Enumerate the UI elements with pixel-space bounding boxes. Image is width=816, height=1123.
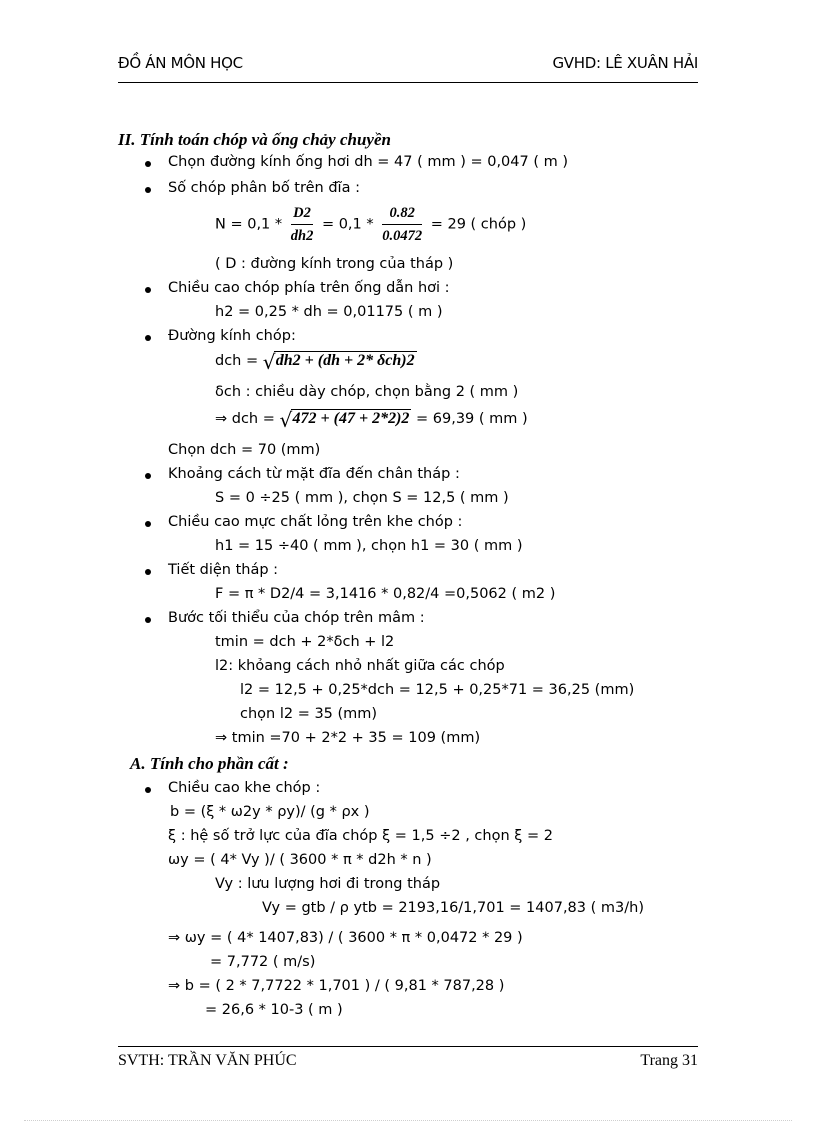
sqrt-expression bbox=[262, 350, 417, 374]
text-line: ωy = ( 4* Vy )/ ( 3600 * π * d2h * n ) bbox=[168, 852, 432, 868]
text-line: Khoảng cách từ mặt đĩa đến chân tháp : bbox=[168, 466, 460, 482]
text-line: chọn l2 = 35 (mm) bbox=[240, 706, 378, 722]
text-line: S = 0 ÷25 ( mm ), chọn S = 12,5 ( mm ) bbox=[215, 490, 509, 506]
formula-dch bbox=[215, 350, 417, 374]
text-line: Chiều cao chóp phía trên ống dẫn hơi : bbox=[168, 280, 450, 296]
text-line: Bước tối thiểu của chóp trên mâm : bbox=[168, 610, 425, 626]
formula-text: = 29 ( chóp ) bbox=[430, 216, 527, 233]
header-rule bbox=[118, 82, 698, 83]
bullet-icon bbox=[145, 787, 151, 793]
formula-text: ⇒ dch = bbox=[215, 411, 275, 427]
text-line: b = (ξ * ω2y * ρy)/ (g * ρx ) bbox=[170, 804, 370, 820]
fraction-numerator: 0.82 bbox=[382, 203, 422, 225]
section-title: II. Tính toán chóp và ống chảy chuyền bbox=[118, 130, 391, 149]
text-line: Chọn dch = 70 (mm) bbox=[168, 442, 321, 458]
text-line: ξ : hệ số trở lực của đĩa chóp ξ = 1,5 ÷2 , chọn ξ = 2 bbox=[168, 828, 553, 844]
fraction-numerator: D2 bbox=[291, 203, 314, 225]
text-line: Vy = gtb / ρ ytb = 2193,16/1,701 = 1407,83 ( m3/h) bbox=[262, 900, 644, 916]
text-line: Đường kính chóp: bbox=[168, 328, 296, 344]
text-line: ⇒ ωy = ( 4* 1407,83) / ( 3600 * π * 0,0472 * 29 ) bbox=[168, 930, 523, 946]
bullet-icon bbox=[145, 617, 151, 623]
fraction-denominator: 0.0472 bbox=[382, 228, 423, 244]
text-line: l2: khỏang cách nhỏ nhất giữa các chóp bbox=[215, 658, 505, 674]
bullet-icon bbox=[145, 287, 151, 293]
bullet-icon bbox=[145, 187, 151, 193]
page-edge bbox=[24, 1120, 792, 1121]
bullet-icon bbox=[145, 521, 151, 527]
bullet-icon bbox=[145, 335, 151, 341]
header-left: ĐỒ ÁN MÔN HỌC bbox=[118, 54, 243, 72]
text-line: Tiết diện tháp : bbox=[168, 562, 279, 578]
fraction-values bbox=[382, 203, 422, 246]
text-line: ⇒ b = ( 2 * 7,7722 * 1,701 ) / ( 9,81 * 787,28 ) bbox=[168, 978, 505, 994]
formula-text: dch = bbox=[215, 353, 259, 369]
sqrt-icon: √ bbox=[262, 350, 276, 374]
text-line: δch : chiều dày chóp, chọn bằng 2 ( mm ) bbox=[215, 384, 519, 400]
text-line: Chiều cao mực chất lỏng trên khe chóp : bbox=[168, 514, 463, 530]
text-line: = 26,6 * 10-3 ( m ) bbox=[205, 1002, 343, 1018]
text-line: F = π * D2/4 = 3,1416 * 0,82/4 =0,5062 ( m2 ) bbox=[215, 586, 556, 602]
footer-right: Trang 31 bbox=[640, 1052, 698, 1069]
footer-left: SVTH: TRẦN VĂN PHÚC bbox=[118, 1052, 297, 1069]
text-line: l2 = 12,5 + 0,25*dch = 12,5 + 0,25*71 = 36,25 (mm) bbox=[240, 682, 635, 698]
text-line: h1 = 15 ÷40 ( mm ), chọn h1 = 30 ( mm ) bbox=[215, 538, 523, 554]
header-right: GVHD: LÊ XUÂN HẢI bbox=[552, 54, 698, 72]
fraction-d-dh bbox=[291, 203, 314, 246]
formula-text: = 69,39 ( mm ) bbox=[416, 411, 528, 427]
sqrt-expression bbox=[279, 408, 412, 432]
text-line: Chiều cao khe chóp : bbox=[168, 780, 321, 796]
text-line: h2 = 0,25 * dh = 0,01175 ( m ) bbox=[215, 304, 443, 320]
text-line: = 7,772 ( m/s) bbox=[210, 954, 316, 970]
footer-rule bbox=[118, 1046, 698, 1047]
formula-text: N = 0,1 * bbox=[215, 216, 283, 233]
fraction-denominator: dh2 bbox=[290, 228, 314, 244]
text-line: ⇒ tmin =70 + 2*2 + 35 = 109 (mm) bbox=[215, 730, 481, 746]
section-a-title: A. Tính cho phần cất : bbox=[130, 754, 289, 773]
formula-text: = 0,1 * bbox=[321, 216, 374, 233]
formula-n bbox=[215, 203, 526, 246]
bullet-icon bbox=[145, 569, 151, 575]
formula-dch-value bbox=[215, 408, 528, 432]
text-line: tmin = dch + 2*δch + l2 bbox=[215, 634, 395, 650]
sqrt-body: 472 + (47 + 2*2)2 bbox=[292, 410, 410, 427]
sqrt-icon: √ bbox=[279, 408, 293, 432]
sqrt-body: dh2 + (dh + 2* δch)2 bbox=[275, 352, 415, 369]
bullet-icon bbox=[145, 161, 151, 167]
text-line: ( D : đường kính trong của tháp ) bbox=[215, 256, 454, 272]
bullet-icon bbox=[145, 473, 151, 479]
text-line: Chọn đường kính ống hơi dh = 47 ( mm ) = 0,047 ( m ) bbox=[168, 154, 568, 170]
text-line: Vy : lưu lượng hơi đi trong tháp bbox=[215, 876, 441, 892]
text-line: Số chóp phân bố trên đĩa : bbox=[168, 180, 360, 196]
